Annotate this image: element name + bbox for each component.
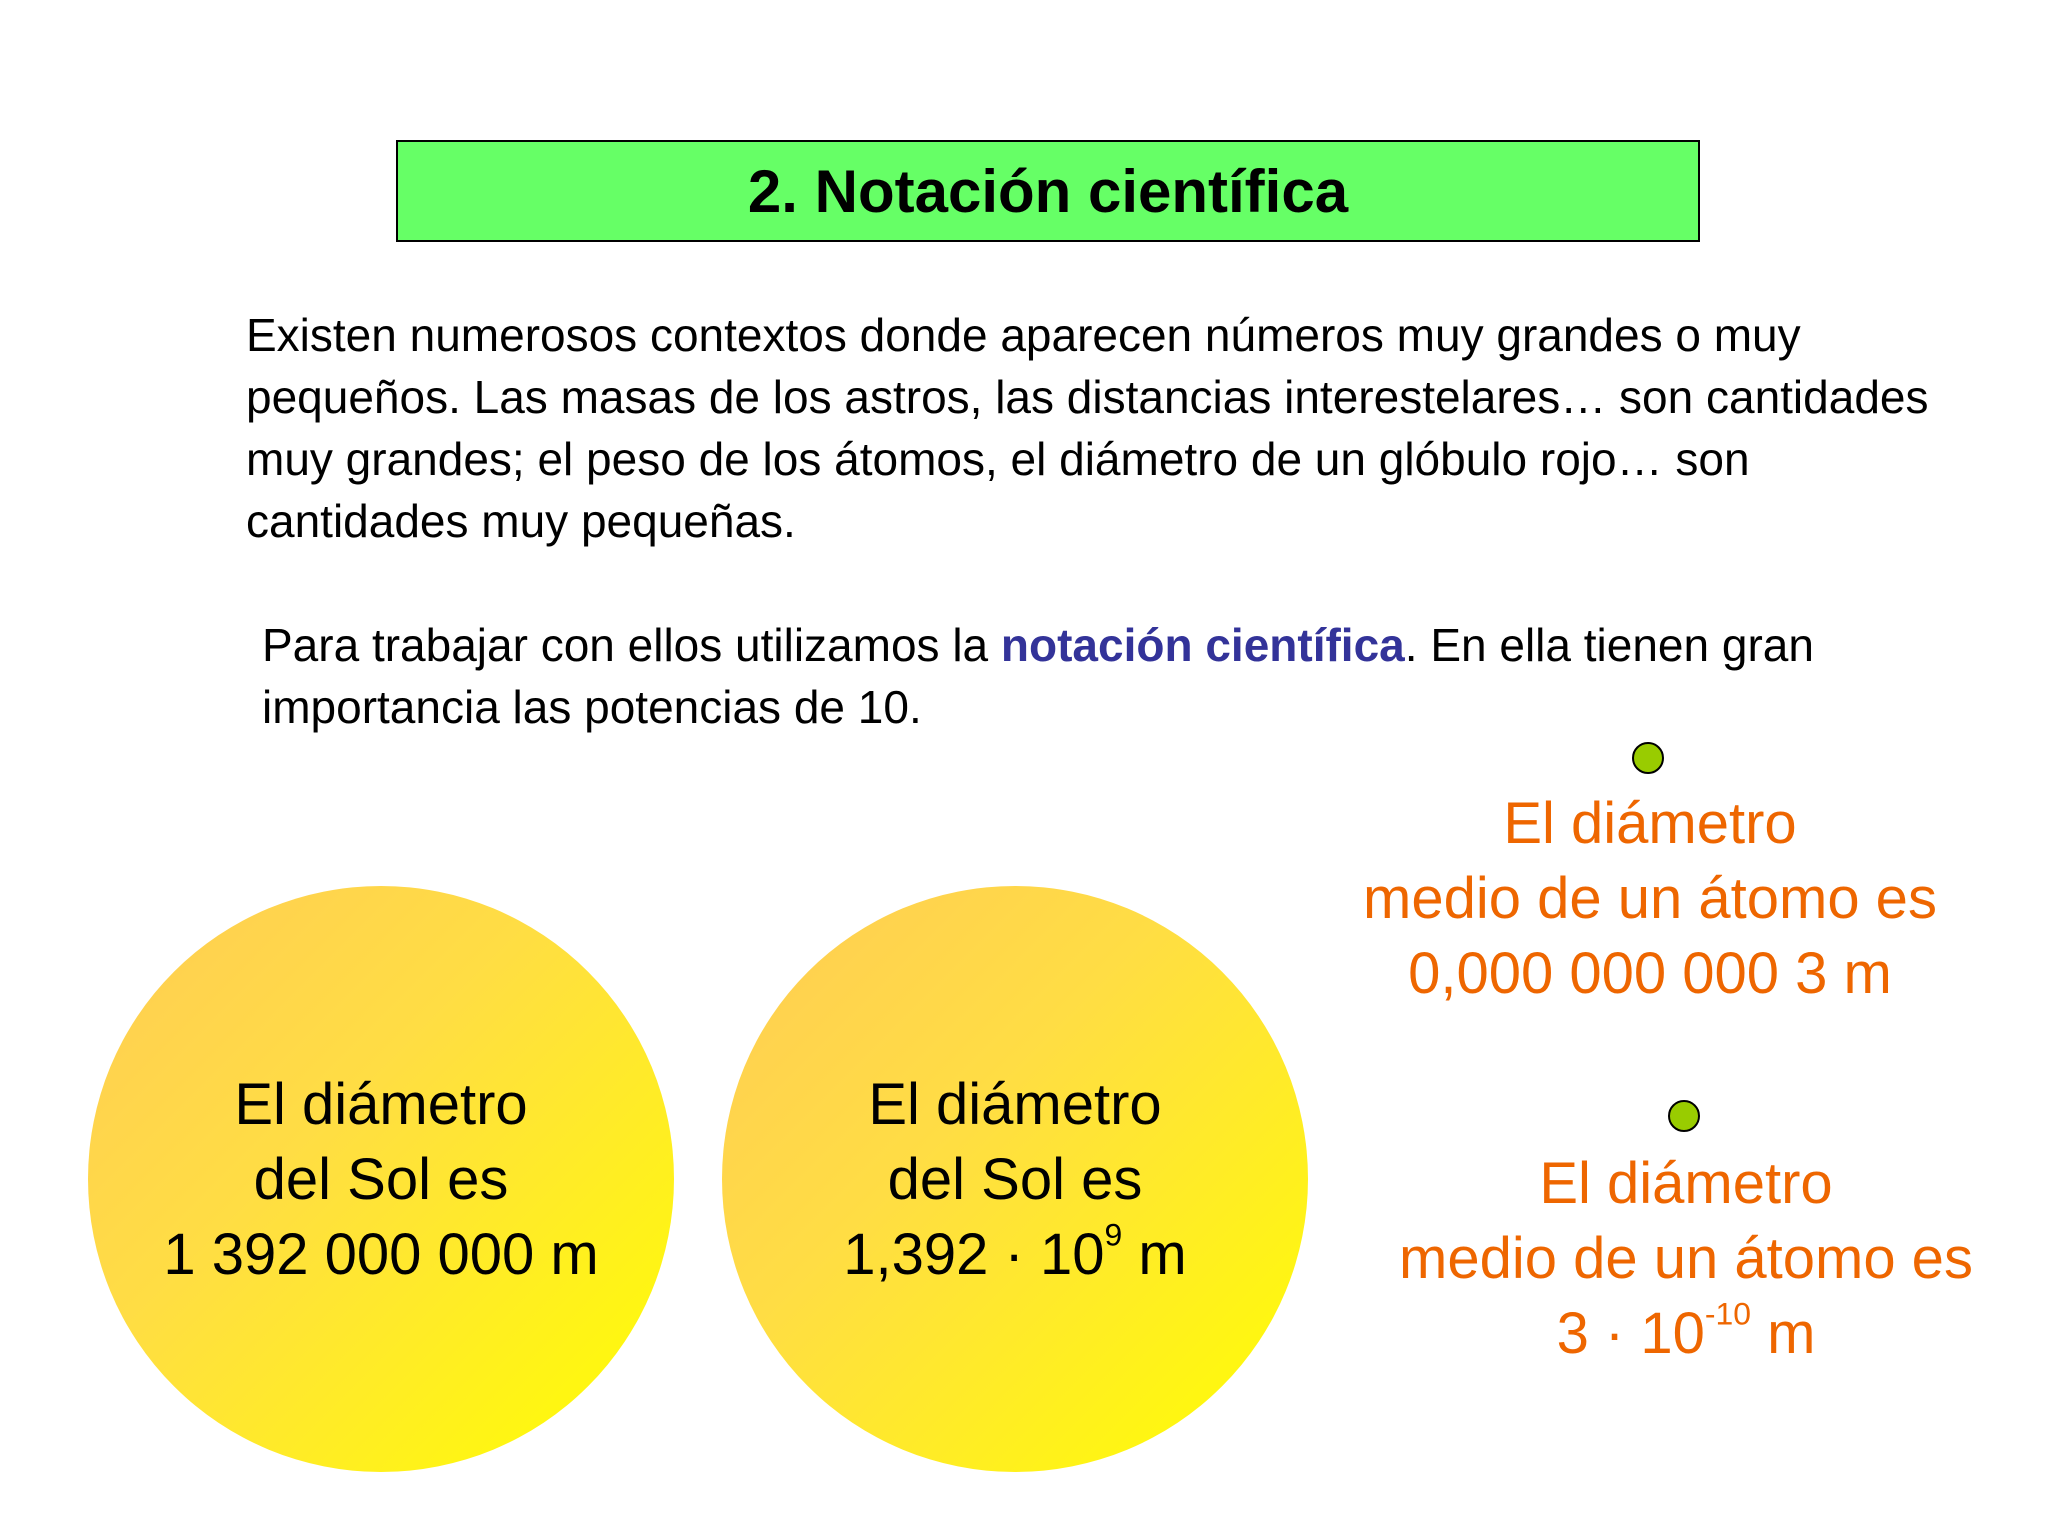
intro-paragraph: Existen numerosos contextos donde aparecen números muy grandes o muy pequeños. Las masas de los astros, las distancias interestelares… son cantidades muy grandes; el peso de los átomos, el diámetro de un glóbulo rojo… son cantidades muy pequeñas. (246, 309, 1929, 547)
notation-paragraph-start: Para trabajar con ellos utilizamos la (262, 619, 1001, 671)
sun-standard-line2: del Sol es (253, 1146, 509, 1212)
sun-scientific-line2: del Sol es (887, 1146, 1143, 1212)
sun-scientific-base: 1,392 · 10 (843, 1221, 1105, 1287)
atom-standard-line2: medio de un átomo es (1363, 866, 1937, 931)
notation-paragraph (262, 614, 1982, 738)
atom-standard-line1: El diámetro (1503, 791, 1797, 856)
sun-scientific-exponent: 9 (1104, 1215, 1123, 1252)
atom-dot-icon (1632, 742, 1664, 774)
slide-title-text: 2. Notación científica (747, 157, 1349, 225)
atom-scientific-base: 3 · 10 (1556, 1301, 1705, 1366)
sun-standard-line1: El diámetro (234, 1071, 528, 1137)
atom-scientific-unit: m (1750, 1301, 1816, 1366)
atom-scientific-line2: medio de un átomo es (1399, 1226, 1973, 1291)
atom-scientific-value (1346, 1296, 2026, 1371)
atom-standard-text (1310, 786, 1990, 1011)
atom-scientific-exponent: -10 (1704, 1295, 1751, 1332)
notation-highlight: notación científica (1000, 619, 1405, 671)
atom-standard-value: 0,000 000 000 3 m (1408, 941, 1892, 1006)
sun-standard-value: 1 392 000 000 m (163, 1221, 599, 1287)
sun-scientific-circle (722, 886, 1308, 1472)
notation-paragraph-end: . En ella tienen gran importancia las potencias de 10. (262, 619, 1814, 733)
atom-scientific-text (1346, 1146, 2026, 1371)
sun-standard-circle (88, 886, 674, 1472)
slide-title (396, 140, 1700, 242)
atom-scientific-line1: El diámetro (1539, 1151, 1833, 1216)
sun-scientific-line1: El diámetro (868, 1071, 1162, 1137)
sun-scientific-unit: m (1122, 1221, 1187, 1287)
atom-dot-icon (1668, 1100, 1700, 1132)
sun-scientific-value (843, 1217, 1186, 1292)
